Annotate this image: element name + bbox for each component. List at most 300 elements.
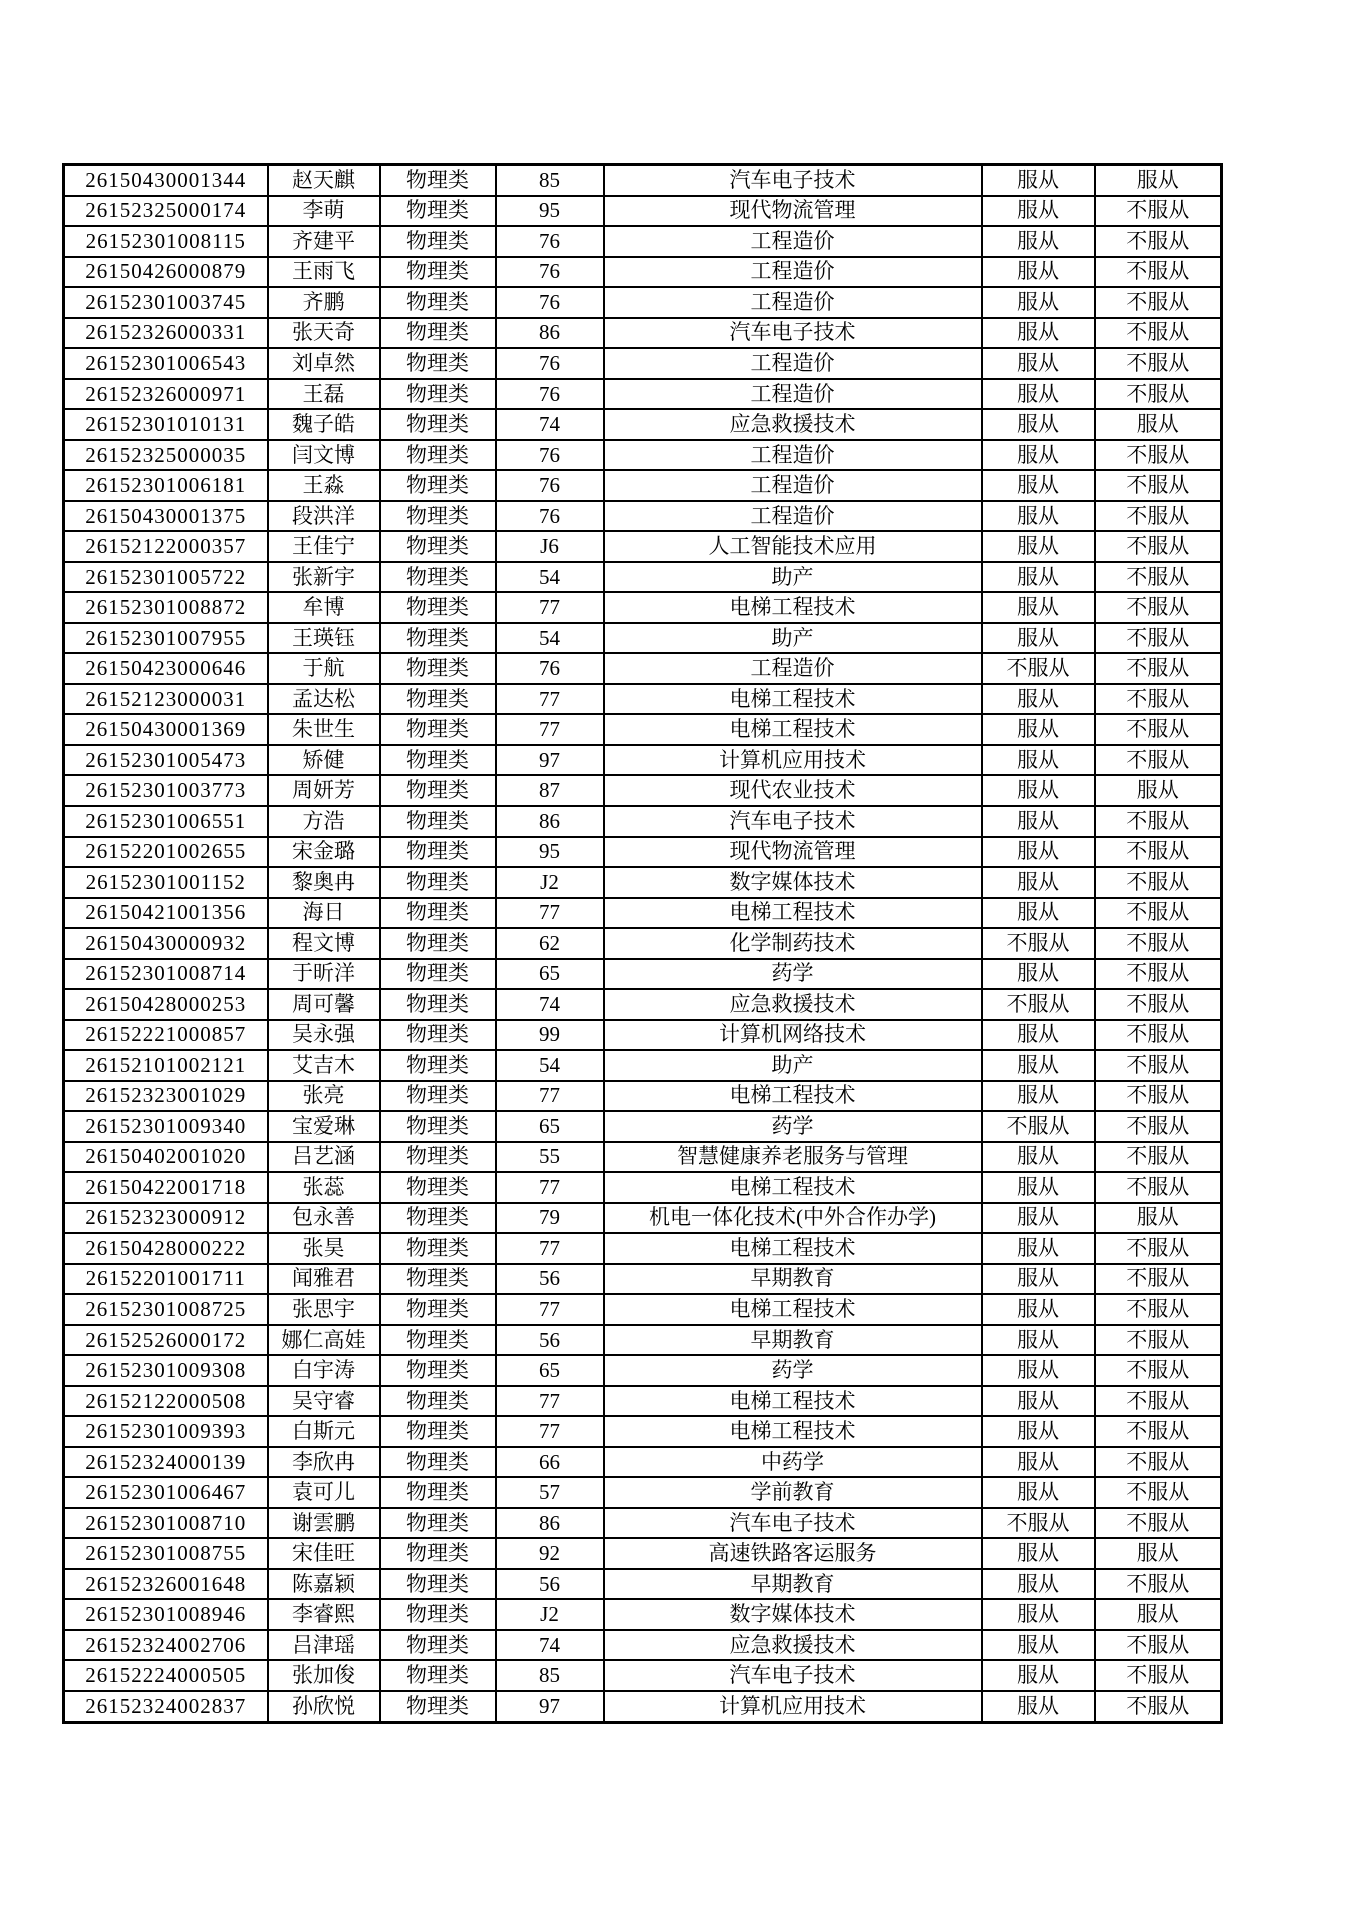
table-row [64, 806, 1222, 837]
table-row [64, 257, 1222, 288]
cell-candidate-id: 26152201001711 [64, 1264, 268, 1295]
cell-score: J6 [496, 531, 604, 562]
cell-major: 汽车电子技术 [604, 1660, 982, 1691]
cell-major: 应急救援技术 [604, 409, 982, 440]
cell-adjustment-1: 服从 [982, 501, 1095, 532]
cell-candidate-name: 段洪洋 [268, 501, 380, 532]
cell-adjustment-1: 服从 [982, 684, 1095, 715]
cell-subject-category: 物理类 [380, 1294, 496, 1325]
cell-score: 76 [496, 379, 604, 410]
table-row [64, 1477, 1222, 1508]
cell-adjustment-2: 不服从 [1095, 1142, 1222, 1173]
cell-candidate-name: 矫健 [268, 745, 380, 776]
cell-adjustment-2: 不服从 [1095, 806, 1222, 837]
cell-adjustment-1: 服从 [982, 775, 1095, 806]
cell-major: 工程造价 [604, 470, 982, 501]
candidate-admission-table [62, 163, 1223, 1724]
cell-major: 智慧健康养老服务与管理 [604, 1142, 982, 1173]
cell-major: 汽车电子技术 [604, 165, 982, 196]
cell-adjustment-2: 不服从 [1095, 501, 1222, 532]
cell-candidate-name: 刘卓然 [268, 348, 380, 379]
cell-adjustment-1: 服从 [982, 1630, 1095, 1661]
cell-score: 77 [496, 714, 604, 745]
table-row [64, 379, 1222, 410]
cell-adjustment-2: 不服从 [1095, 653, 1222, 684]
cell-candidate-id: 26152301009308 [64, 1355, 268, 1386]
table-row [64, 1111, 1222, 1142]
cell-major: 电梯工程技术 [604, 1294, 982, 1325]
cell-score: 56 [496, 1264, 604, 1295]
cell-adjustment-2: 不服从 [1095, 1081, 1222, 1112]
cell-candidate-id: 26152526000172 [64, 1325, 268, 1356]
table-row [64, 959, 1222, 990]
cell-subject-category: 物理类 [380, 470, 496, 501]
cell-candidate-id: 26152324002837 [64, 1691, 268, 1723]
cell-adjustment-2: 服从 [1095, 1599, 1222, 1630]
table-row [64, 1233, 1222, 1264]
cell-candidate-name: 张新宇 [268, 562, 380, 593]
cell-score: 99 [496, 1020, 604, 1051]
cell-subject-category: 物理类 [380, 623, 496, 654]
cell-score: 66 [496, 1447, 604, 1478]
cell-major: 汽车电子技术 [604, 1508, 982, 1539]
cell-adjustment-1: 服从 [982, 1477, 1095, 1508]
cell-adjustment-2: 不服从 [1095, 1355, 1222, 1386]
cell-candidate-name: 包永善 [268, 1203, 380, 1234]
cell-subject-category: 物理类 [380, 1050, 496, 1081]
cell-subject-category: 物理类 [380, 531, 496, 562]
cell-subject-category: 物理类 [380, 1691, 496, 1723]
cell-score: 76 [496, 287, 604, 318]
cell-adjustment-1: 服从 [982, 1294, 1095, 1325]
cell-adjustment-2: 不服从 [1095, 470, 1222, 501]
cell-adjustment-2: 不服从 [1095, 1569, 1222, 1600]
cell-adjustment-1: 服从 [982, 1325, 1095, 1356]
cell-candidate-name: 吴永强 [268, 1020, 380, 1051]
table-row [64, 1264, 1222, 1295]
cell-candidate-id: 26152323000912 [64, 1203, 268, 1234]
cell-score: 79 [496, 1203, 604, 1234]
table-row [64, 1569, 1222, 1600]
cell-subject-category: 物理类 [380, 1142, 496, 1173]
cell-candidate-id: 26152301009393 [64, 1416, 268, 1447]
cell-candidate-id: 26152323001029 [64, 1081, 268, 1112]
cell-candidate-name: 吕津瑶 [268, 1630, 380, 1661]
table-row [64, 928, 1222, 959]
cell-adjustment-1: 服从 [982, 1233, 1095, 1264]
cell-candidate-name: 王磊 [268, 379, 380, 410]
cell-candidate-id: 26152301008872 [64, 592, 268, 623]
cell-major: 计算机网络技术 [604, 1020, 982, 1051]
cell-adjustment-2: 服从 [1095, 165, 1222, 196]
cell-subject-category: 物理类 [380, 1020, 496, 1051]
cell-score: 77 [496, 1386, 604, 1417]
cell-adjustment-2: 不服从 [1095, 837, 1222, 868]
cell-adjustment-1: 服从 [982, 1264, 1095, 1295]
cell-candidate-name: 王淼 [268, 470, 380, 501]
table-body [64, 165, 1222, 1723]
cell-candidate-id: 26152301010131 [64, 409, 268, 440]
cell-score: 62 [496, 928, 604, 959]
cell-adjustment-1: 服从 [982, 287, 1095, 318]
cell-candidate-id: 26152301008115 [64, 226, 268, 257]
cell-score: 76 [496, 470, 604, 501]
cell-candidate-name: 魏子皓 [268, 409, 380, 440]
cell-candidate-name: 孙欣悦 [268, 1691, 380, 1723]
cell-score: 74 [496, 1630, 604, 1661]
cell-adjustment-2: 服从 [1095, 1203, 1222, 1234]
table-row [64, 1081, 1222, 1112]
cell-candidate-id: 26150402001020 [64, 1142, 268, 1173]
cell-candidate-id: 26150426000879 [64, 257, 268, 288]
cell-adjustment-1: 服从 [982, 867, 1095, 898]
cell-subject-category: 物理类 [380, 1355, 496, 1386]
cell-candidate-id: 26152301001152 [64, 867, 268, 898]
table-row [64, 409, 1222, 440]
cell-candidate-id: 26152301007955 [64, 623, 268, 654]
table-row [64, 440, 1222, 471]
cell-candidate-id: 26152326000971 [64, 379, 268, 410]
cell-candidate-name: 于航 [268, 653, 380, 684]
cell-adjustment-1: 服从 [982, 1447, 1095, 1478]
cell-candidate-id: 26150430001369 [64, 714, 268, 745]
cell-adjustment-1: 服从 [982, 1203, 1095, 1234]
cell-score: 86 [496, 1508, 604, 1539]
cell-score: 86 [496, 806, 604, 837]
cell-candidate-id: 26152301009340 [64, 1111, 268, 1142]
table-row [64, 531, 1222, 562]
cell-adjustment-1: 服从 [982, 257, 1095, 288]
cell-candidate-id: 26152301005473 [64, 745, 268, 776]
table-row [64, 1325, 1222, 1356]
cell-candidate-id: 26152325000174 [64, 196, 268, 227]
cell-adjustment-2: 不服从 [1095, 592, 1222, 623]
cell-major: 电梯工程技术 [604, 898, 982, 929]
table-row [64, 1050, 1222, 1081]
cell-score: 86 [496, 318, 604, 349]
cell-score: 77 [496, 592, 604, 623]
cell-candidate-name: 李欣冉 [268, 1447, 380, 1478]
cell-major: 电梯工程技术 [604, 1172, 982, 1203]
cell-adjustment-1: 服从 [982, 1691, 1095, 1723]
cell-candidate-id: 26152301005722 [64, 562, 268, 593]
cell-subject-category: 物理类 [380, 1477, 496, 1508]
table-row [64, 867, 1222, 898]
cell-adjustment-2: 服从 [1095, 409, 1222, 440]
cell-adjustment-1: 服从 [982, 959, 1095, 990]
cell-adjustment-1: 服从 [982, 226, 1095, 257]
cell-candidate-name: 张加俊 [268, 1660, 380, 1691]
cell-adjustment-1: 服从 [982, 531, 1095, 562]
cell-major: 机电一体化技术(中外合作办学) [604, 1203, 982, 1234]
cell-adjustment-1: 服从 [982, 837, 1095, 868]
cell-candidate-id: 26150428000253 [64, 989, 268, 1020]
cell-subject-category: 物理类 [380, 1386, 496, 1417]
cell-major: 中药学 [604, 1447, 982, 1478]
cell-subject-category: 物理类 [380, 1538, 496, 1569]
cell-major: 药学 [604, 959, 982, 990]
cell-adjustment-2: 不服从 [1095, 928, 1222, 959]
table-row [64, 318, 1222, 349]
cell-major: 早期教育 [604, 1264, 982, 1295]
cell-major: 应急救援技术 [604, 1630, 982, 1661]
table-row [64, 1203, 1222, 1234]
cell-adjustment-2: 不服从 [1095, 531, 1222, 562]
cell-adjustment-1: 服从 [982, 1569, 1095, 1600]
cell-adjustment-1: 服从 [982, 379, 1095, 410]
cell-adjustment-1: 服从 [982, 1538, 1095, 1569]
cell-candidate-name: 李萌 [268, 196, 380, 227]
cell-score: 76 [496, 348, 604, 379]
table-row [64, 1020, 1222, 1051]
cell-adjustment-1: 服从 [982, 196, 1095, 227]
cell-adjustment-1: 服从 [982, 1050, 1095, 1081]
cell-score: 76 [496, 257, 604, 288]
cell-major: 汽车电子技术 [604, 806, 982, 837]
cell-candidate-name: 宝爱琳 [268, 1111, 380, 1142]
cell-major: 应急救援技术 [604, 989, 982, 1020]
cell-adjustment-2: 不服从 [1095, 714, 1222, 745]
cell-candidate-name: 齐建平 [268, 226, 380, 257]
cell-candidate-id: 26150428000222 [64, 1233, 268, 1264]
cell-adjustment-1: 服从 [982, 318, 1095, 349]
cell-candidate-id: 26152301006551 [64, 806, 268, 837]
table-row [64, 714, 1222, 745]
cell-major: 工程造价 [604, 653, 982, 684]
cell-adjustment-2: 不服从 [1095, 1447, 1222, 1478]
cell-adjustment-2: 不服从 [1095, 379, 1222, 410]
cell-subject-category: 物理类 [380, 1203, 496, 1234]
cell-subject-category: 物理类 [380, 409, 496, 440]
cell-major: 汽车电子技术 [604, 318, 982, 349]
cell-score: 87 [496, 775, 604, 806]
cell-subject-category: 物理类 [380, 1508, 496, 1539]
cell-major: 数字媒体技术 [604, 1599, 982, 1630]
cell-adjustment-2: 不服从 [1095, 348, 1222, 379]
cell-adjustment-1: 不服从 [982, 928, 1095, 959]
cell-subject-category: 物理类 [380, 1264, 496, 1295]
cell-candidate-id: 26152301006181 [64, 470, 268, 501]
cell-candidate-name: 孟达松 [268, 684, 380, 715]
cell-candidate-name: 张蕊 [268, 1172, 380, 1203]
table-row [64, 745, 1222, 776]
cell-major: 电梯工程技术 [604, 592, 982, 623]
cell-adjustment-1: 服从 [982, 1416, 1095, 1447]
cell-major: 工程造价 [604, 257, 982, 288]
cell-score: 56 [496, 1325, 604, 1356]
cell-adjustment-1: 服从 [982, 1386, 1095, 1417]
cell-adjustment-2: 不服从 [1095, 1325, 1222, 1356]
table-row [64, 196, 1222, 227]
cell-candidate-id: 26152301008755 [64, 1538, 268, 1569]
cell-major: 工程造价 [604, 440, 982, 471]
cell-major: 计算机应用技术 [604, 745, 982, 776]
cell-score: 77 [496, 1172, 604, 1203]
cell-adjustment-2: 不服从 [1095, 196, 1222, 227]
cell-major: 药学 [604, 1355, 982, 1386]
cell-major: 电梯工程技术 [604, 1386, 982, 1417]
cell-subject-category: 物理类 [380, 196, 496, 227]
cell-score: 54 [496, 623, 604, 654]
cell-candidate-name: 闫文博 [268, 440, 380, 471]
cell-candidate-name: 赵天麒 [268, 165, 380, 196]
cell-major: 学前教育 [604, 1477, 982, 1508]
cell-candidate-name: 于昕洋 [268, 959, 380, 990]
table-row [64, 1538, 1222, 1569]
table-row [64, 1630, 1222, 1661]
cell-major: 工程造价 [604, 501, 982, 532]
cell-major: 助产 [604, 562, 982, 593]
cell-subject-category: 物理类 [380, 989, 496, 1020]
table-row [64, 501, 1222, 532]
cell-score: 85 [496, 165, 604, 196]
cell-subject-category: 物理类 [380, 898, 496, 929]
cell-score: 85 [496, 1660, 604, 1691]
cell-candidate-name: 李睿熙 [268, 1599, 380, 1630]
cell-candidate-name: 周妍芳 [268, 775, 380, 806]
cell-candidate-id: 26150430000932 [64, 928, 268, 959]
cell-candidate-name: 张思宇 [268, 1294, 380, 1325]
cell-subject-category: 物理类 [380, 1416, 496, 1447]
table-row [64, 1294, 1222, 1325]
cell-subject-category: 物理类 [380, 1660, 496, 1691]
cell-score: 76 [496, 501, 604, 532]
cell-candidate-name: 袁可儿 [268, 1477, 380, 1508]
cell-subject-category: 物理类 [380, 562, 496, 593]
cell-candidate-name: 宋佳旺 [268, 1538, 380, 1569]
cell-major: 药学 [604, 1111, 982, 1142]
table-row [64, 348, 1222, 379]
cell-adjustment-1: 服从 [982, 440, 1095, 471]
cell-candidate-name: 海日 [268, 898, 380, 929]
cell-candidate-name: 娜仁高娃 [268, 1325, 380, 1356]
cell-score: 74 [496, 409, 604, 440]
cell-candidate-id: 26152301003745 [64, 287, 268, 318]
cell-candidate-name: 齐鹏 [268, 287, 380, 318]
cell-adjustment-1: 服从 [982, 348, 1095, 379]
table-row [64, 623, 1222, 654]
table-row [64, 684, 1222, 715]
cell-adjustment-2: 不服从 [1095, 989, 1222, 1020]
cell-adjustment-2: 服从 [1095, 775, 1222, 806]
cell-candidate-name: 程文博 [268, 928, 380, 959]
cell-subject-category: 物理类 [380, 501, 496, 532]
cell-major: 早期教育 [604, 1325, 982, 1356]
table-row [64, 653, 1222, 684]
cell-adjustment-2: 不服从 [1095, 1386, 1222, 1417]
cell-adjustment-2: 不服从 [1095, 257, 1222, 288]
cell-candidate-name: 牟博 [268, 592, 380, 623]
table-row [64, 1172, 1222, 1203]
cell-subject-category: 物理类 [380, 1172, 496, 1203]
cell-candidate-name: 吴守睿 [268, 1386, 380, 1417]
cell-subject-category: 物理类 [380, 867, 496, 898]
cell-major: 现代农业技术 [604, 775, 982, 806]
cell-candidate-id: 26152301006543 [64, 348, 268, 379]
cell-candidate-id: 26152123000031 [64, 684, 268, 715]
cell-major: 工程造价 [604, 226, 982, 257]
cell-subject-category: 物理类 [380, 226, 496, 257]
cell-subject-category: 物理类 [380, 287, 496, 318]
cell-candidate-name: 白斯元 [268, 1416, 380, 1447]
cell-adjustment-1: 不服从 [982, 1508, 1095, 1539]
cell-subject-category: 物理类 [380, 1569, 496, 1600]
table-row [64, 898, 1222, 929]
cell-subject-category: 物理类 [380, 1081, 496, 1112]
cell-score: 56 [496, 1569, 604, 1600]
cell-score: 77 [496, 898, 604, 929]
cell-adjustment-2: 不服从 [1095, 1111, 1222, 1142]
cell-score: 97 [496, 1691, 604, 1723]
cell-candidate-id: 26152224000505 [64, 1660, 268, 1691]
cell-adjustment-2: 不服从 [1095, 1660, 1222, 1691]
cell-candidate-id: 26152101002121 [64, 1050, 268, 1081]
cell-adjustment-1: 服从 [982, 1172, 1095, 1203]
cell-adjustment-1: 服从 [982, 1081, 1095, 1112]
cell-candidate-name: 黎奥冉 [268, 867, 380, 898]
cell-candidate-name: 张昊 [268, 1233, 380, 1264]
cell-adjustment-1: 服从 [982, 745, 1095, 776]
cell-candidate-name: 王雨飞 [268, 257, 380, 288]
cell-adjustment-2: 不服从 [1095, 1508, 1222, 1539]
cell-subject-category: 物理类 [380, 745, 496, 776]
cell-score: 97 [496, 745, 604, 776]
table-row [64, 226, 1222, 257]
cell-major: 工程造价 [604, 348, 982, 379]
cell-subject-category: 物理类 [380, 684, 496, 715]
cell-major: 电梯工程技术 [604, 714, 982, 745]
cell-candidate-name: 张天奇 [268, 318, 380, 349]
cell-score: 77 [496, 1416, 604, 1447]
cell-candidate-id: 26152301008714 [64, 959, 268, 990]
cell-major: 电梯工程技术 [604, 684, 982, 715]
cell-candidate-name: 周可馨 [268, 989, 380, 1020]
cell-major: 电梯工程技术 [604, 1081, 982, 1112]
cell-subject-category: 物理类 [380, 653, 496, 684]
cell-subject-category: 物理类 [380, 1447, 496, 1478]
cell-score: 54 [496, 1050, 604, 1081]
cell-major: 电梯工程技术 [604, 1233, 982, 1264]
cell-adjustment-1: 服从 [982, 470, 1095, 501]
table-row [64, 1447, 1222, 1478]
cell-subject-category: 物理类 [380, 318, 496, 349]
cell-candidate-name: 谢雲鹏 [268, 1508, 380, 1539]
cell-candidate-id: 26152301003773 [64, 775, 268, 806]
cell-score: J2 [496, 867, 604, 898]
cell-score: 77 [496, 1081, 604, 1112]
cell-candidate-id: 26152325000035 [64, 440, 268, 471]
cell-subject-category: 物理类 [380, 928, 496, 959]
cell-adjustment-1: 服从 [982, 623, 1095, 654]
cell-score: 65 [496, 1111, 604, 1142]
cell-subject-category: 物理类 [380, 775, 496, 806]
cell-candidate-name: 陈嘉颖 [268, 1569, 380, 1600]
cell-subject-category: 物理类 [380, 440, 496, 471]
cell-adjustment-1: 服从 [982, 806, 1095, 837]
cell-subject-category: 物理类 [380, 714, 496, 745]
table-row [64, 1416, 1222, 1447]
cell-subject-category: 物理类 [380, 1599, 496, 1630]
cell-score: 65 [496, 959, 604, 990]
cell-subject-category: 物理类 [380, 837, 496, 868]
cell-adjustment-2: 不服从 [1095, 1477, 1222, 1508]
cell-subject-category: 物理类 [380, 1630, 496, 1661]
cell-adjustment-1: 服从 [982, 714, 1095, 745]
cell-score: 76 [496, 226, 604, 257]
cell-candidate-id: 26152324000139 [64, 1447, 268, 1478]
table-row [64, 1599, 1222, 1630]
cell-major: 高速铁路客运服务 [604, 1538, 982, 1569]
